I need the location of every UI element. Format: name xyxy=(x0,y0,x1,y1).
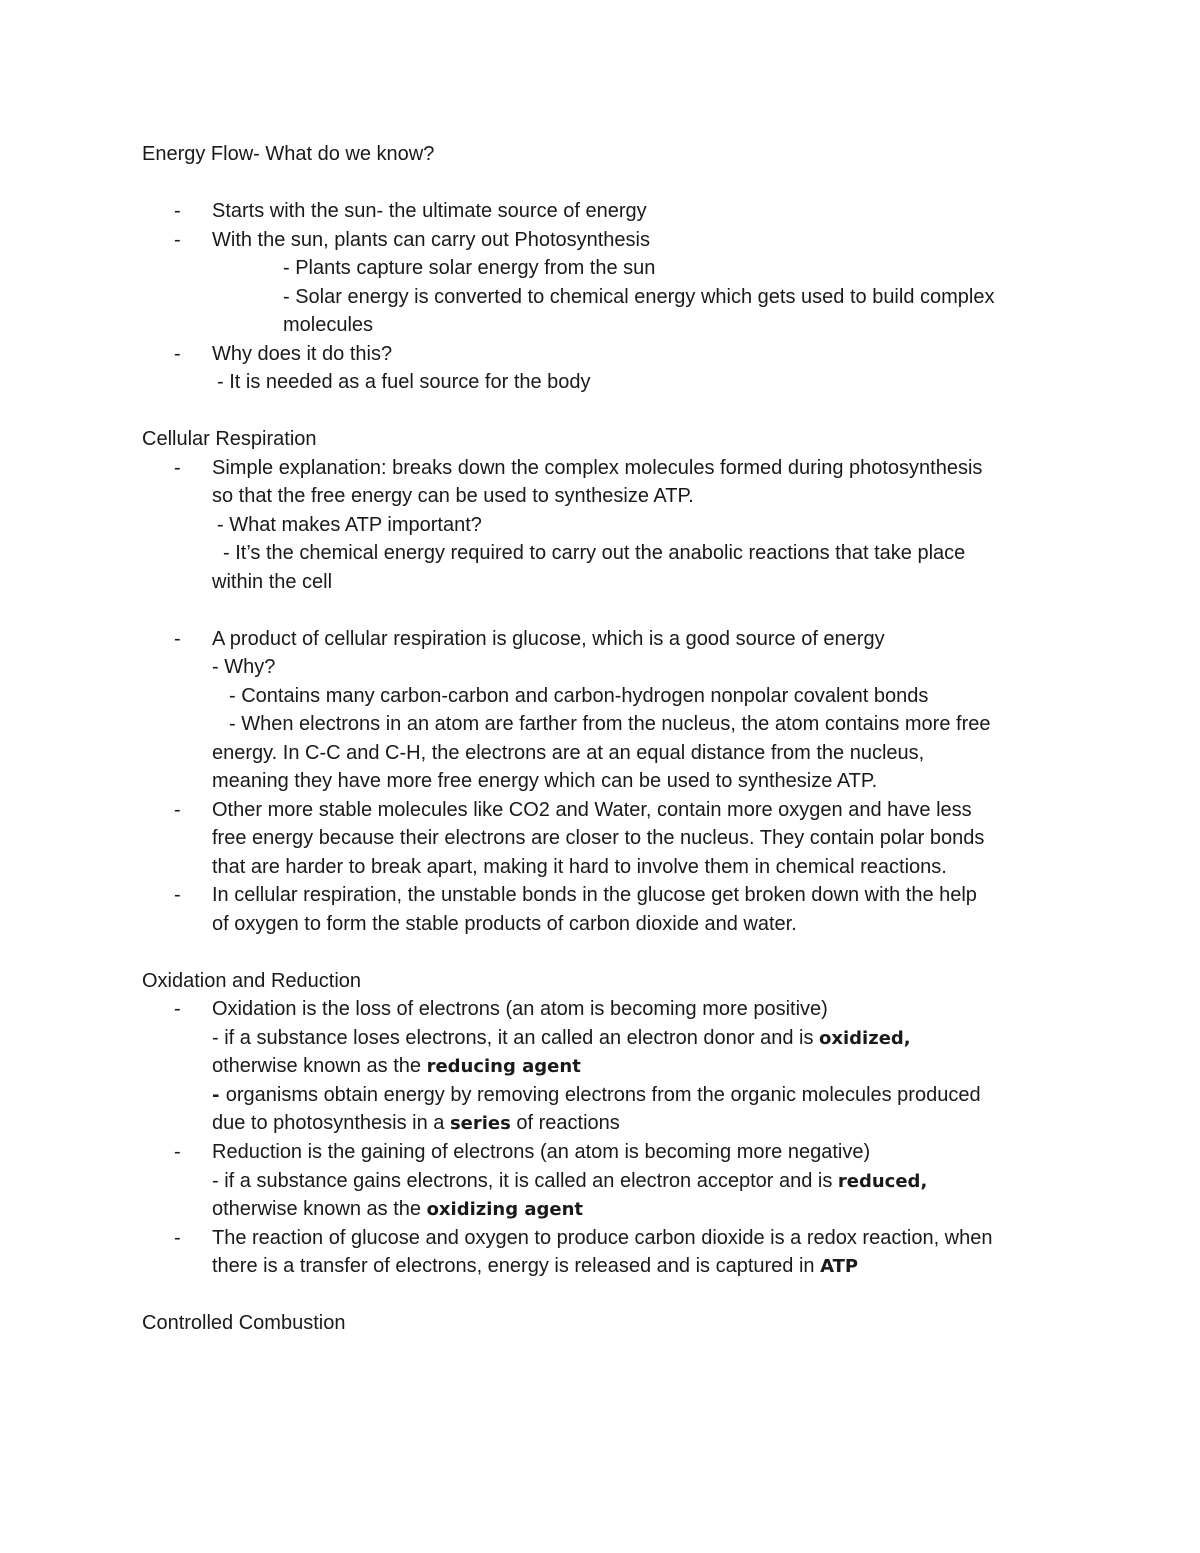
bold-term: - xyxy=(212,1085,226,1106)
list-item: With the sun, plants can carry out Photosynthesis xyxy=(212,229,650,251)
list-item-continuation: so that the free energy can be used to synthesize ATP. xyxy=(212,485,694,507)
sub-item-continuation xyxy=(212,1112,620,1135)
bullet-marker: - xyxy=(174,457,181,479)
sub-item-continuation xyxy=(212,1198,583,1221)
sub-item: - Contains many carbon-carbon and carbon-hydrogen nonpolar covalent bonds xyxy=(229,685,929,707)
list-item-text: there is a transfer of electrons, energy is released and is captured in xyxy=(212,1255,821,1277)
sub-item-text: due to photosynthesis in a xyxy=(212,1112,450,1134)
sub-item xyxy=(212,1027,911,1050)
list-item: In cellular respiration, the unstable bonds in the glucose get broken down with the help xyxy=(212,884,977,906)
sub-item-continuation: energy. In C-C and C-H, the electrons are at an equal distance from the nucleus, xyxy=(212,742,925,764)
sub-item-text: - if a substance loses electrons, it an called an electron donor and is xyxy=(212,1027,820,1049)
sub-item: - It is needed as a fuel source for the body xyxy=(217,371,591,393)
sub-item: - It’s the chemical energy required to carry out the anabolic reactions that take place xyxy=(223,542,966,564)
list-item-continuation: of oxygen to form the stable products of carbon dioxide and water. xyxy=(212,913,797,935)
bullet-marker: - xyxy=(174,1227,181,1249)
list-item: Other more stable molecules like CO2 and Water, contain more oxygen and have less xyxy=(212,799,972,821)
sub-item: - Solar energy is converted to chemical energy which gets used to build complex xyxy=(283,286,995,308)
bold-term: series xyxy=(449,1113,511,1134)
sub-item-text: organisms obtain energy by removing electrons from the organic molecules produced xyxy=(225,1084,981,1106)
bold-term: reduced, xyxy=(837,1171,928,1192)
sub-item-continuation: within the cell xyxy=(212,571,333,593)
sub-item-continuation xyxy=(212,1055,581,1078)
heading-controlled-combustion: Controlled Combustion xyxy=(142,1312,346,1334)
list-item: A product of cellular respiration is glucose, which is a good source of energy xyxy=(212,628,885,650)
sub-item xyxy=(212,1084,981,1107)
bold-term: oxidizing agent xyxy=(426,1199,584,1220)
list-item-continuation: that are harder to break apart, making it hard to involve them in chemical reactions. xyxy=(212,856,947,878)
heading-cellular-respiration: Cellular Respiration xyxy=(142,428,317,450)
bullet-marker: - xyxy=(174,229,181,251)
list-item-continuation xyxy=(212,1255,858,1278)
sub-item xyxy=(212,1170,927,1193)
heading-oxidation-reduction: Oxidation and Reduction xyxy=(142,970,362,992)
bullet-marker: - xyxy=(174,343,181,365)
sub-item-text: of reactions xyxy=(510,1112,620,1134)
sub-item-continuation: molecules xyxy=(283,314,374,336)
bullet-marker: - xyxy=(174,998,181,1020)
list-item: Simple explanation: breaks down the complex molecules formed during photosynthesis xyxy=(212,457,983,479)
bullet-marker: - xyxy=(174,1141,181,1163)
list-item-continuation: free energy because their electrons are closer to the nucleus. They contain polar bonds xyxy=(212,827,985,849)
heading-energy-flow: Energy Flow- What do we know? xyxy=(142,143,435,165)
bullet-marker: - xyxy=(174,200,181,222)
bullet-marker: - xyxy=(174,628,181,650)
bold-term: reducing agent xyxy=(426,1056,581,1077)
bold-term: ATP xyxy=(820,1256,859,1277)
bold-term: oxidized, xyxy=(819,1028,911,1049)
sub-item-text: otherwise known as the xyxy=(212,1055,427,1077)
list-item: Oxidation is the loss of electrons (an atom is becoming more positive) xyxy=(212,998,828,1020)
sub-item-continuation: meaning they have more free energy which can be used to synthesize ATP. xyxy=(212,770,878,792)
sub-item: - Plants capture solar energy from the sun xyxy=(283,257,656,279)
bullet-marker: - xyxy=(174,884,181,906)
sub-item: - What makes ATP important? xyxy=(217,514,482,536)
bullet-marker: - xyxy=(174,799,181,821)
list-item: Why does it do this? xyxy=(212,343,393,365)
sub-item: - When electrons in an atom are farther from the nucleus, the atom contains more free xyxy=(229,713,991,735)
list-item: Reduction is the gaining of electrons (an atom is becoming more negative) xyxy=(212,1141,871,1163)
list-item: The reaction of glucose and oxygen to produce carbon dioxide is a redox reaction, when xyxy=(212,1227,993,1249)
sub-item-text: otherwise known as the xyxy=(212,1198,427,1220)
list-item: Starts with the sun- the ultimate source of energy xyxy=(212,200,647,222)
sub-item: - Why? xyxy=(212,656,276,678)
sub-item-text: - if a substance gains electrons, it is called an electron acceptor and is xyxy=(212,1170,838,1192)
